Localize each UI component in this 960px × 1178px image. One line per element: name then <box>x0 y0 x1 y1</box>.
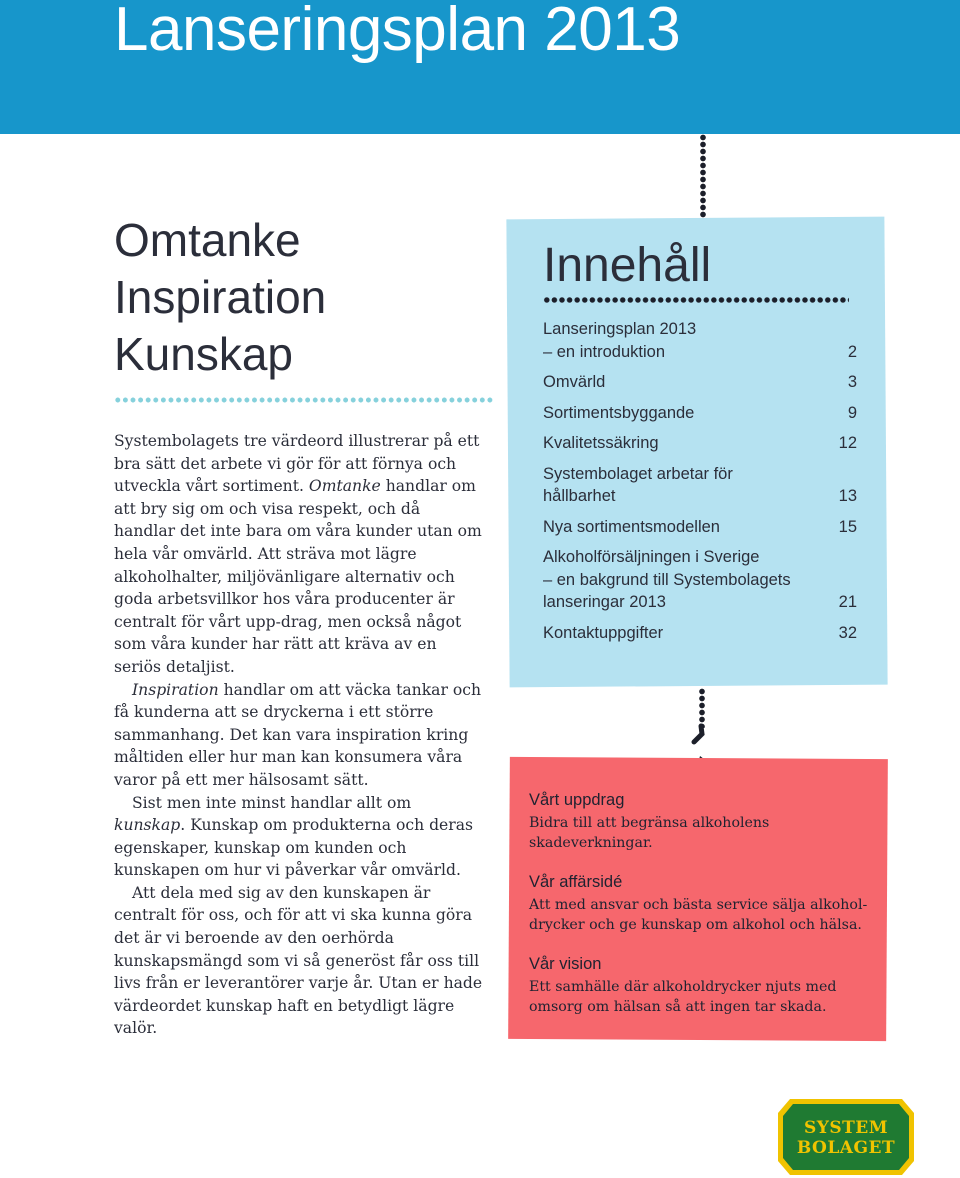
toc-page-number: 15 <box>838 517 857 536</box>
toc-page-number: 13 <box>838 487 857 505</box>
header-banner <box>0 0 960 134</box>
toc-item-label: lanseringar 2013 <box>543 593 666 611</box>
toc-page-number: 2 <box>847 342 857 361</box>
toc-item-label: Nya sortimentsmodellen <box>543 517 720 536</box>
value-inspiration: Inspiration <box>114 271 327 323</box>
toc-dotted-rule <box>543 296 849 304</box>
core-values <box>114 212 326 383</box>
mission-heading: Vårt uppdrag <box>529 791 625 809</box>
toc-item <box>543 622 857 645</box>
toc-item <box>543 516 857 539</box>
intro-text <box>114 430 484 1040</box>
toc-title: Innehåll <box>543 239 712 292</box>
toc-item-label: – en bakgrund till Systembolagets <box>543 570 791 589</box>
toc-page-number: 9 <box>847 403 857 422</box>
page-title: Lanseringsplan 2013 <box>114 0 681 64</box>
toc-item-label: Lanseringsplan 2013 <box>543 320 697 338</box>
toc-item <box>543 546 857 614</box>
mission-text: Bidra till att begränsa alkoholens skadeverkningar. <box>529 815 770 851</box>
toc-page-number: 12 <box>838 434 857 452</box>
toc-item-label: Omvärld <box>543 373 606 391</box>
logo-text: SYSTEM BOLAGET <box>796 1118 896 1158</box>
toc-page-number: 32 <box>838 623 857 642</box>
toc-item-label: Sortimentsbyggande <box>543 403 695 422</box>
toc-item-label: – en introduktion <box>543 342 666 361</box>
table-of-contents <box>543 318 857 652</box>
toc-item-label: Alkoholförsäljningen i Sverige <box>543 548 760 566</box>
mission-statements <box>529 789 879 1035</box>
paragraph-kunskap: Sist men inte minst handlar allt om kunskap. Kunskap om produkterna och deras egenskaper, kunskap om kunden och kunskapen om hur vi påverkar vår omvärld. <box>114 793 474 880</box>
paragraph-omtanke: Systembolagets tre värdeord illustrerar på ett bra sätt det arbete vi gör för att förnya och utveckla vårt sortiment. Omtanke handlar om att bry sig om och visa respekt, och då handlar det inte bara om våra kunder utan om hela vår omvärld. Att sträva mot lägre alkoholhalter, miljövänligare alternativ och goda arbetsvillkor hos våra producenter är centralt för vårt upp-drag, men också något som våra kunder har rätt att kräva av en seriös detaljist. <box>114 432 482 676</box>
value-omtanke: Omtanke <box>114 214 301 266</box>
dotted-divider <box>114 397 494 403</box>
dotted-thread-top <box>699 134 707 222</box>
toc-page-number: 21 <box>838 593 857 611</box>
toc-item <box>543 463 857 508</box>
paragraph-leverantorer: Att dela med sig av den kunskapen är centralt för oss, och för att vi ska kunna göra det är vi beroende av den oerhörda kunskapsmängd som vi så generöst får oss till livs från er leverantörer varje år. Utan er hade värdeordet kunskap haft en betydligt lägre valör. <box>114 883 483 1038</box>
toc-item <box>543 371 857 394</box>
toc-item <box>543 402 857 425</box>
paragraph-inspiration: Inspiration handlar om att väcka tankar och få kunderna att se dryckerna i ett större sammanhang. Det kan vara inspiration kring måltiden eller hur man kan konsumera våra varor på ett mer hälsosamt sätt. <box>114 680 482 789</box>
value-kunskap: Kunskap <box>114 328 294 380</box>
mission-uppdrag <box>529 789 879 853</box>
toc-item-label: Systembolaget arbetar för <box>543 464 733 483</box>
toc-item-label: hållbarhet <box>543 487 616 505</box>
mission-heading: Vår affärsidé <box>529 873 623 891</box>
mission-text: Att med ansvar och bästa service sälja alkohol-drycker och ge kunskap om alkohol och hälsa. <box>529 897 868 933</box>
toc-item-label: Kontaktuppgifter <box>543 623 664 642</box>
mission-affarside <box>529 871 879 935</box>
mission-heading: Vår vision <box>529 955 602 973</box>
toc-item <box>543 432 857 455</box>
mission-text: Ett samhälle där alkoholdrycker njuts med omsorg om hälsan så att ingen tar skada. <box>529 979 837 1015</box>
toc-item <box>543 318 857 363</box>
mission-vision <box>529 953 879 1017</box>
toc-page-number: 3 <box>847 373 857 391</box>
toc-item-label: Kvalitetssäkring <box>543 434 659 452</box>
